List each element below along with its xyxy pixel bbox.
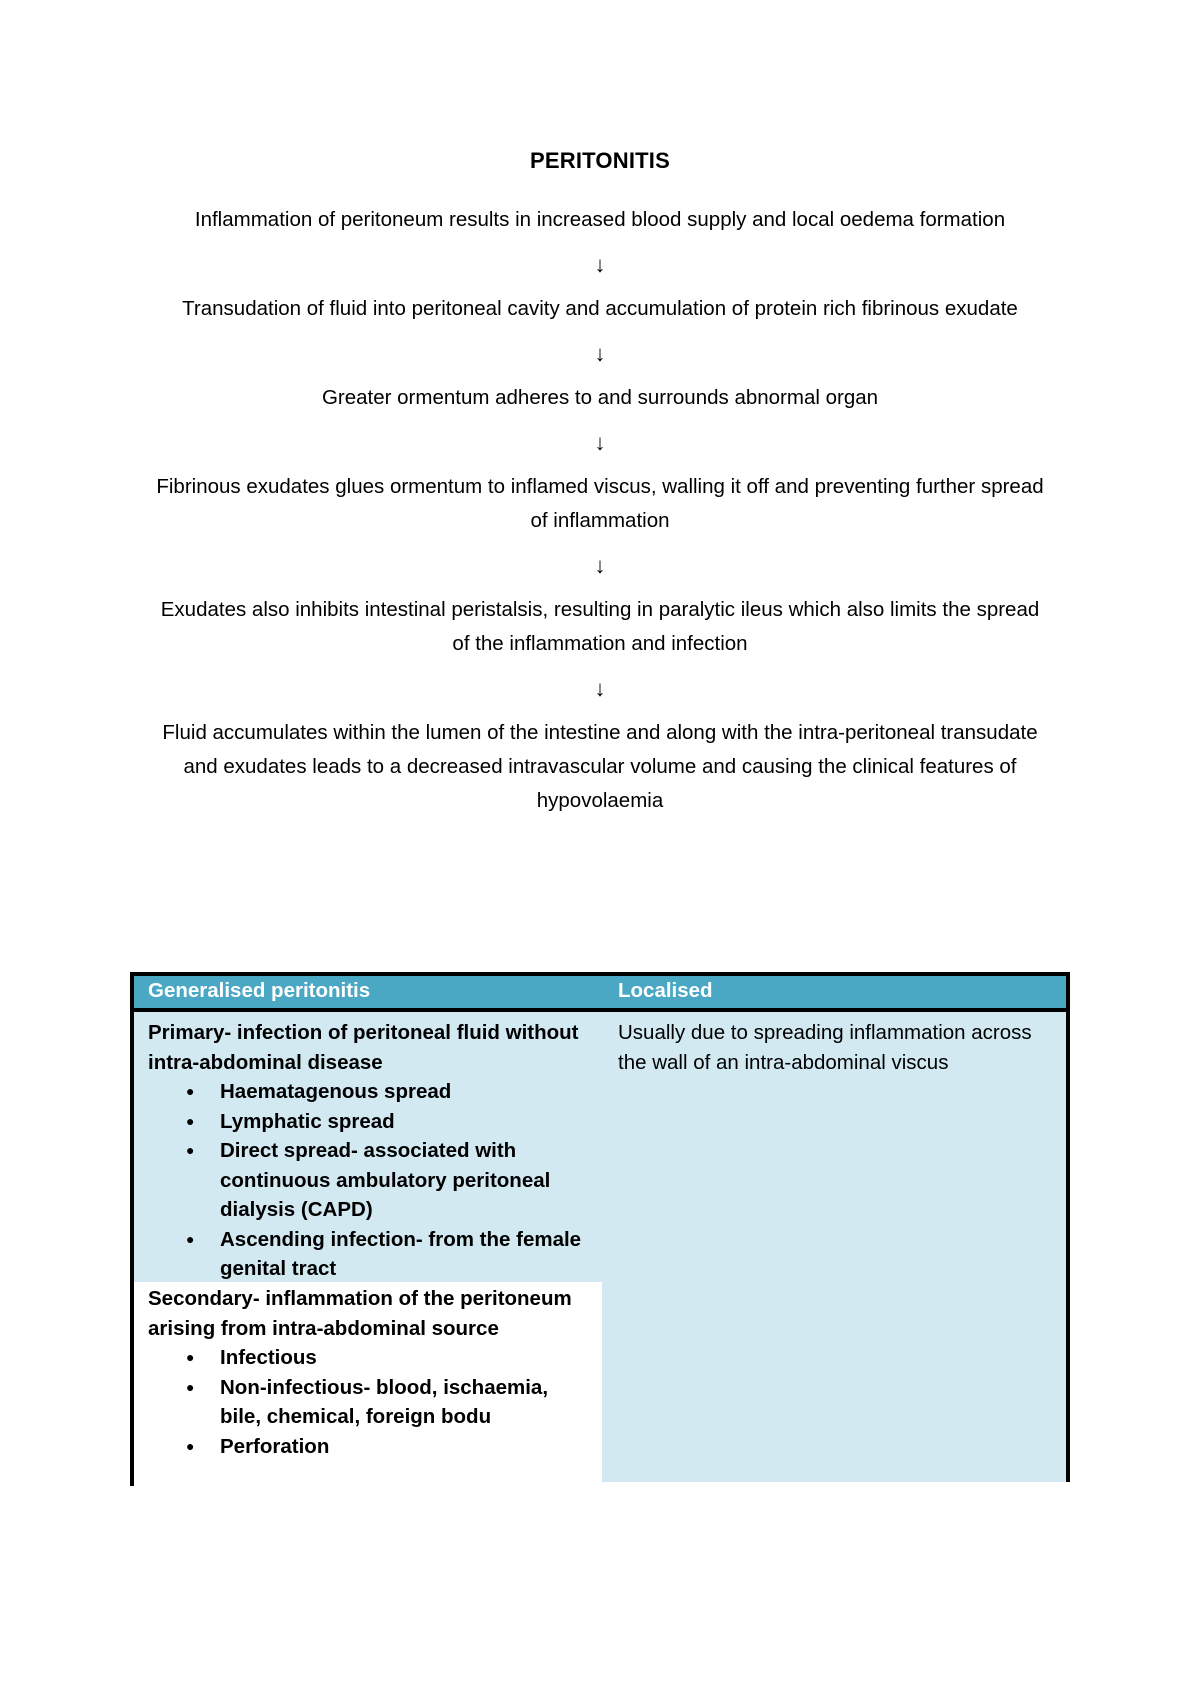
page-title: PERITONITIS [530, 148, 670, 173]
secondary-cell [148, 1284, 588, 1461]
flow-step-1: Inflammation of peritoneum results in increased blood supply and local oedema formation [194, 208, 1006, 231]
down-arrow-icon: ↓ [594, 430, 606, 455]
list-item: ● Haematagenous spread [148, 1077, 588, 1107]
list-item: ● Ascending infection- from the female genital tract [148, 1225, 588, 1284]
flow-step-5: Exudates also inhibits intestinal peristalsis, resulting in paralytic ileus which also limits the spread of the inflammation and infection [160, 598, 1040, 655]
table-header-row [134, 976, 1066, 1012]
down-arrow-icon: ↓ [594, 553, 606, 578]
flow-step-4: Fibrinous exudates glues ormentum to inflamed viscus, walling it off and preventing further spread of inflammation [156, 475, 1044, 532]
flow-step-6: Fluid accumulates within the lumen of the intestine and along with the intra-peritoneal transudate and exudates leads to a decreased intravascular volume and causing the clinical features of hypovolaemia [162, 721, 1038, 812]
down-arrow-icon: ↓ [594, 252, 606, 277]
flow-step-2: Transudation of fluid into peritoneal cavity and accumulation of protein rich fibrinous exudate [182, 297, 1018, 320]
table-bottom-gap [602, 1482, 1070, 1486]
list-item: ● Non-infectious- blood, ischaemia, bile, chemical, foreign bodu [148, 1373, 588, 1432]
primary-list [148, 1077, 588, 1284]
down-arrow-icon: ↓ [594, 341, 606, 366]
header-localised: Localised [618, 979, 713, 1002]
primary-cell [148, 1018, 588, 1284]
secondary-list [148, 1343, 588, 1461]
list-item: ● Lymphatic spread [148, 1107, 588, 1137]
list-item: ● Perforation [148, 1432, 588, 1462]
localised-cell: Usually due to spreading inflammation across the wall of an intra-abdominal viscus [618, 1021, 1032, 1074]
secondary-intro: Secondary- inflammation of the peritoneum arising from intra-abdominal source [148, 1287, 572, 1340]
flow-step-3: Greater ormentum adheres to and surrounds abnormal organ [321, 386, 879, 409]
peritonitis-table [130, 972, 1070, 1486]
down-arrow-icon: ↓ [594, 676, 606, 701]
list-item: ● Direct spread- associated with continuous ambulatory peritoneal dialysis (CAPD) [148, 1136, 588, 1225]
primary-intro: Primary- infection of peritoneal fluid without intra-abdominal disease [148, 1021, 579, 1074]
list-item: ● Infectious [148, 1343, 588, 1373]
header-generalised: Generalised peritonitis [148, 979, 371, 1002]
pathophysiology-flow [150, 203, 1050, 818]
